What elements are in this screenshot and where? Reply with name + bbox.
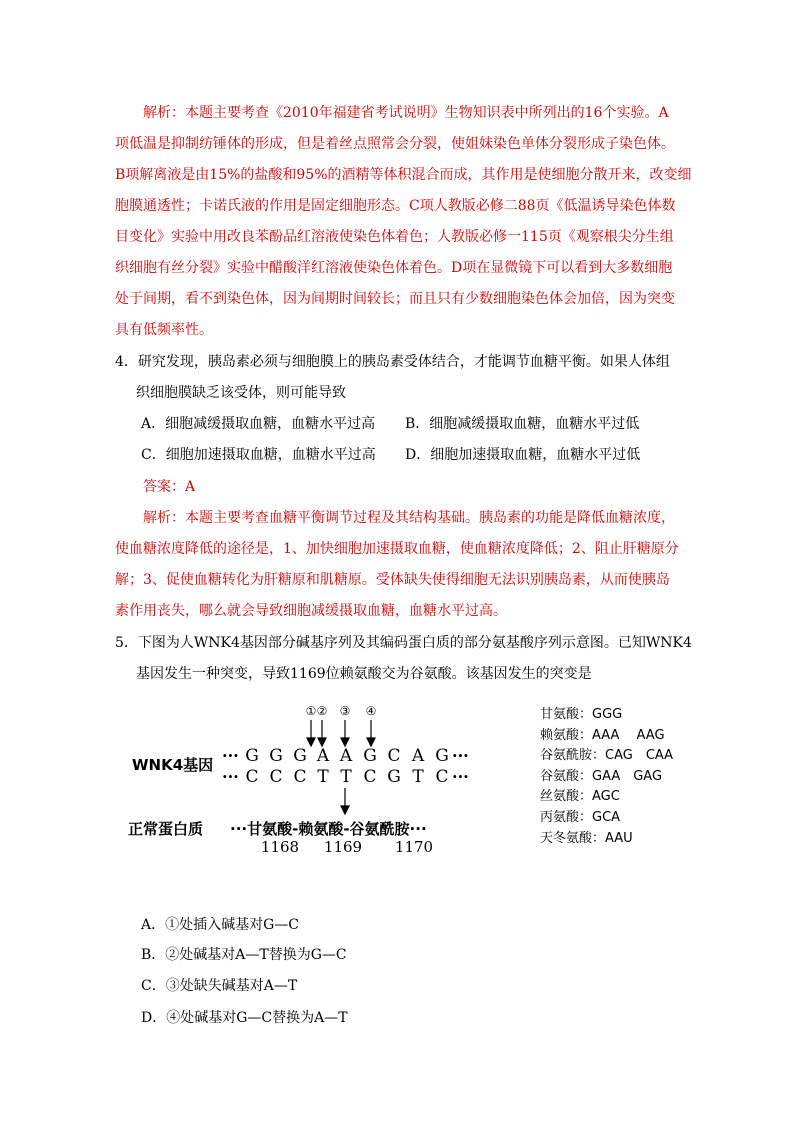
top-base: G xyxy=(293,746,307,766)
option-b: B．细胞减缓摄取血糖，血糖水平过低 xyxy=(405,416,640,432)
bottom-base: T xyxy=(412,767,424,787)
option-d: D．④处碱基对G—C替换为A—T xyxy=(141,1010,348,1026)
option-d: D．细胞加速摄取血糖，血糖水平过低 xyxy=(405,447,641,463)
analysis-line: 具有低频率性。 xyxy=(115,322,213,338)
protein-sequence: ···甘氨酸-赖氨酸-谷氨酰胺··· xyxy=(230,820,427,838)
codon-row: 丝氨酸：AGC xyxy=(540,789,620,805)
top-base: A xyxy=(339,746,353,766)
top-base: G xyxy=(245,746,259,766)
top-strand-start: ··· xyxy=(222,746,239,765)
marker-arrows xyxy=(307,720,375,746)
bottom-base: C xyxy=(435,767,449,787)
position-1170: 1170 xyxy=(394,838,434,856)
top-strand-end: ··· xyxy=(452,746,469,765)
option-c: C．③处缺失碱基对A—T xyxy=(141,978,298,994)
answer: 答案：A xyxy=(143,479,196,495)
codon-row: 天冬氨酸：AAU xyxy=(540,830,633,846)
top-base: G xyxy=(435,746,449,766)
analysis-line: 使血糖浓度降低的途径是，1、加快细胞加速摄取血糖，使血糖浓度降低；2、阻止肝糖原分 xyxy=(115,541,679,557)
question-stem: 5．下图为人WNK4基因部分碱基序列及其编码蛋白质的部分氨基酸序列示意图。已知WNK4 xyxy=(115,635,692,651)
bottom-base: G xyxy=(387,767,401,787)
codon-row: 谷氨酸：GAA GAG xyxy=(540,768,663,784)
gene-label: WNK4基因 xyxy=(132,756,214,774)
codon-row: 谷氨酰胺：CAG CAA xyxy=(540,748,674,764)
translation-arrow xyxy=(341,788,349,814)
analysis-line: 解析：本题主要考查《2010年福建省考试说明》生物知识表中所列出的16个实验。A xyxy=(143,105,669,121)
question-stem: 基因发生一种突变，导致1169位赖氨酸交为谷氨酸。该基因发生的突变是 xyxy=(136,666,592,682)
analysis-line: 项低温是抑制纺锤体的形成，但是着丝点照常会分裂，使姐妹染色单体分裂形成子染色体。 xyxy=(115,136,675,152)
analysis-line: 素作用丧失，哪么就会导致细胞减缓摄取血糖，血糖水平过高。 xyxy=(115,603,507,619)
bottom-base: T xyxy=(317,767,329,787)
question-stem: 织细胞膜缺乏该受体，则可能导致 xyxy=(136,385,346,401)
position-1169: 1169 xyxy=(323,838,363,856)
question-stem: 4．研究发现，胰岛素必须与细胞膜上的胰岛素受体结合，才能调节血糖平衡。如果人体组 xyxy=(115,354,670,370)
bottom-base: C xyxy=(363,767,377,787)
analysis-line: 目变化》实验中用改良苯酚品红溶液使染色体着色；人教版必修一115页《观察根尖分生组 xyxy=(115,229,674,245)
codon-row: 甘氨酸：GGG xyxy=(540,707,623,722)
analysis-line: 处于间期，看不到染色体，因为间期时间较长；而且只有少数细胞染色体会加倍，因为突变 xyxy=(115,291,675,307)
codon-table xyxy=(540,705,673,849)
top-base: A xyxy=(411,746,425,766)
marker-2: ② xyxy=(316,704,328,718)
bottom-base: C xyxy=(245,767,259,787)
option-a: A．细胞减缓摄取血糖，血糖水平过高 xyxy=(141,416,376,432)
marker-3: ③ xyxy=(339,704,351,718)
bottom-base: T xyxy=(340,767,352,787)
wnk4-gene-diagram xyxy=(124,700,504,860)
marker-4: ④ xyxy=(365,704,377,718)
bottom-base: C xyxy=(293,767,307,787)
top-base: A xyxy=(316,746,330,766)
option-c: C．细胞加速摄取血糖，血糖水平过高 xyxy=(141,447,376,463)
analysis-line: 织细胞有丝分裂》实验中醋酸洋红溶液使染色体着色。D项在显微镜下可以看到大多数细胞 xyxy=(115,260,673,276)
option-b: B．②处碱基对A—T替换为G—C xyxy=(141,947,347,963)
bottom-strand-end: ··· xyxy=(452,767,469,786)
top-base: G xyxy=(363,746,377,766)
protein-label: 正常蛋白质 xyxy=(128,820,204,838)
marker-1: ① xyxy=(305,704,317,718)
bottom-base: C xyxy=(269,767,283,787)
top-base: C xyxy=(387,746,401,766)
codon-row: 丙氨酸：GCA xyxy=(540,809,621,825)
position-1168: 1168 xyxy=(260,838,300,856)
analysis-line: 解；3、促使血糖转化为肝糖原和肌糖原。受体缺失使得细胞无法识别胰岛素，从而使胰岛 xyxy=(115,572,670,588)
codon-row: 赖氨酸：AAA AAG xyxy=(540,727,665,743)
analysis-line: 胞膜通透性；卡诺氏液的作用是固定细胞形态。C项人教版必修二88页《低温诱导染色体数 xyxy=(115,198,676,214)
analysis-line: 解析：本题主要考查血糖平衡调节过程及其结构基础。胰岛素的功能是降低血糖浓度， xyxy=(143,510,675,526)
bottom-strand-start: ··· xyxy=(222,767,239,786)
top-base: G xyxy=(269,746,283,766)
option-a: A．①处插入碱基对G—C xyxy=(141,917,300,933)
analysis-line: B项解离液是由15%的盐酸和95%的酒精等体积混合而成，其作用是使细胞分散开来，改变细 xyxy=(115,167,692,183)
